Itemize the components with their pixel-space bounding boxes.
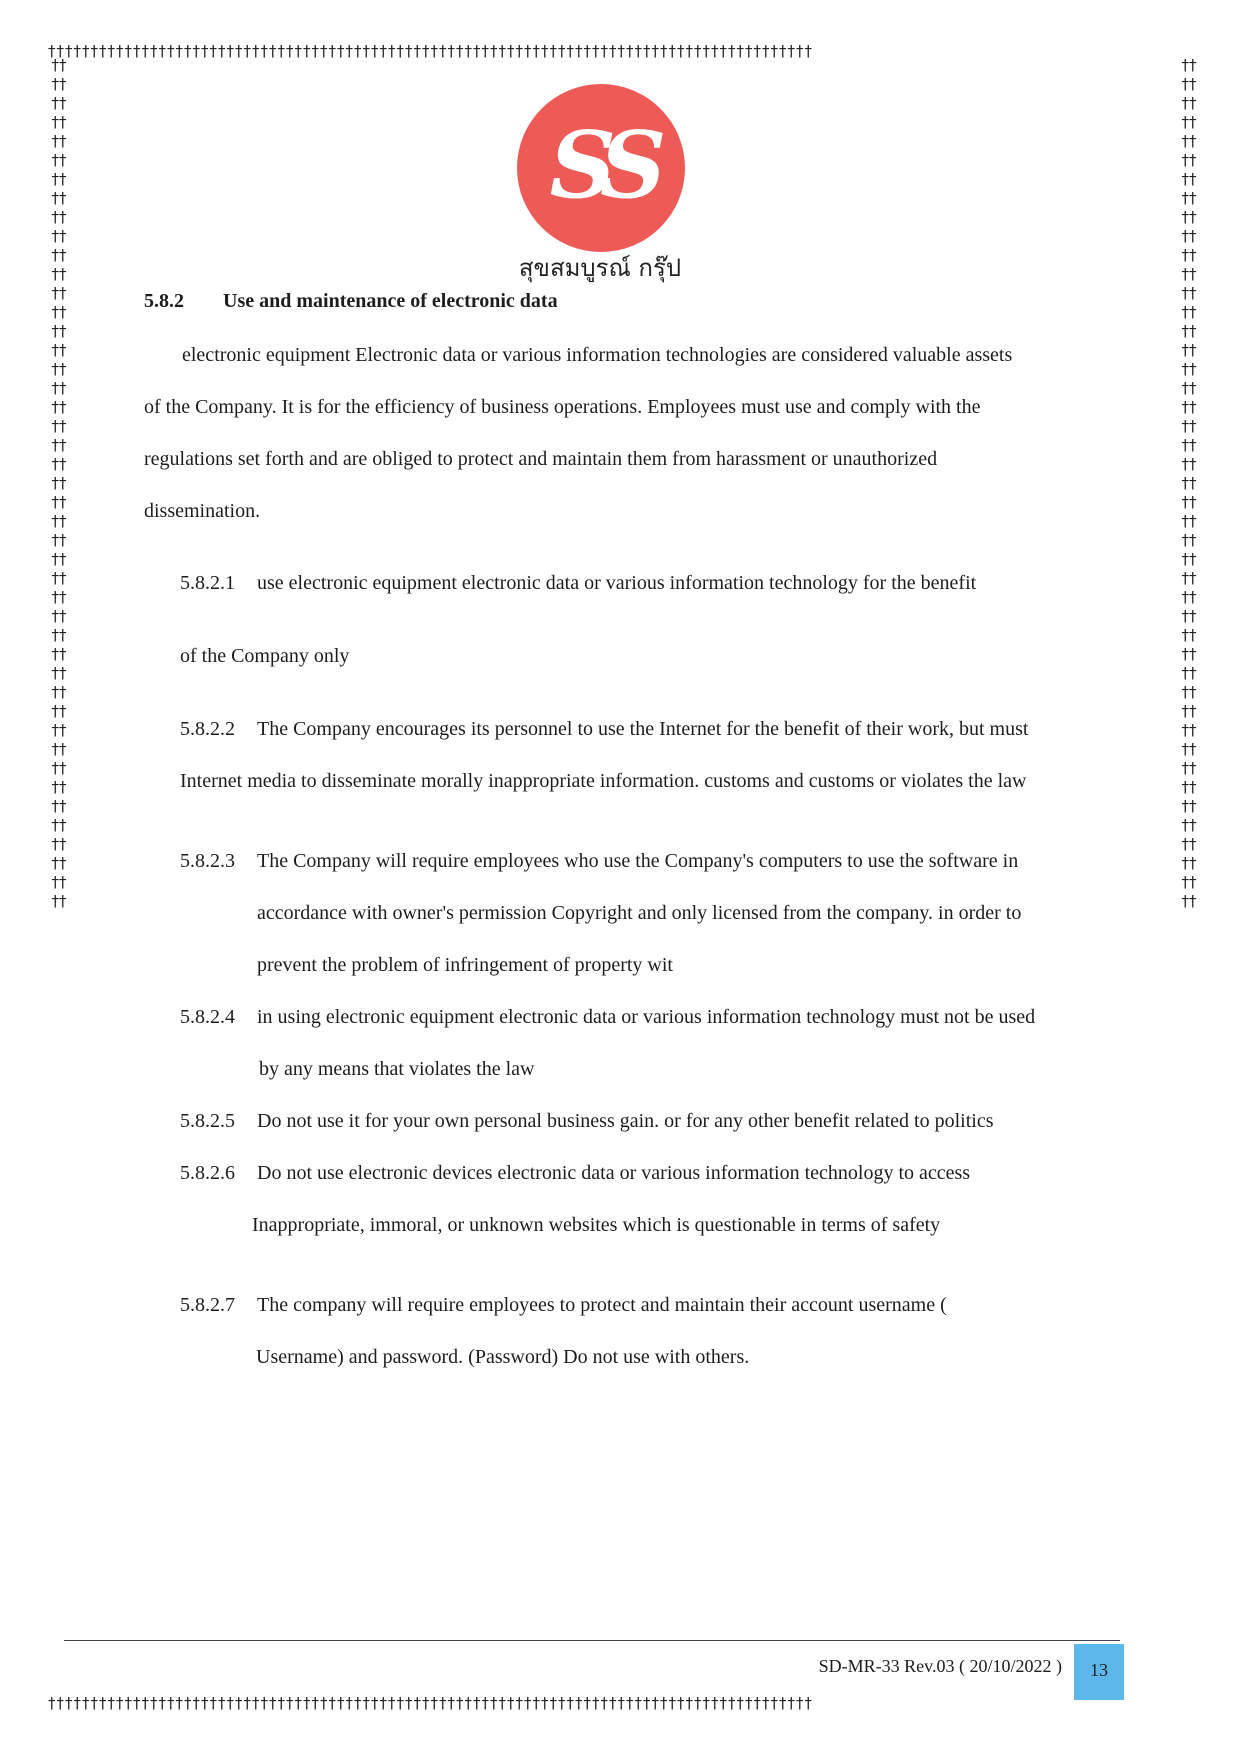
clause-text: in using electronic equipment electronic data or various information technology must not be used: [257, 1006, 1036, 1028]
logo-mark: SS: [549, 111, 653, 219]
clause-continuation: of the Company only: [180, 645, 350, 667]
intro-line: of the Company. It is for the efficiency of business operations. Employees must use and comply with the: [144, 396, 981, 418]
clause-number: 5.8.2.6: [180, 1162, 235, 1184]
page-number: 13: [1074, 1644, 1124, 1700]
document-code: SD-MR-33 Rev.03 ( 20/10/2022 ): [818, 1656, 1062, 1676]
clause-5-8-2-2: [180, 714, 1028, 796]
section-number: 5.8.2: [144, 290, 184, 312]
decorative-border-bottom: ††††††††††††††††††††††††††††††††††††††††††††††††††††††††††††††††††††††††††††††††††††††††††: [48, 1694, 813, 1712]
clause-number: 5.8.2.7: [180, 1294, 235, 1316]
clause-continuation: Internet media to disseminate morally inappropriate information. customs and customs or violates the law: [180, 770, 1027, 792]
clause-5-8-2-6: [180, 1158, 970, 1240]
clause-number: 5.8.2.2: [180, 718, 235, 740]
clause-text: The Company will require employees who use the Company's computers to use the software in: [257, 850, 1019, 872]
clause-text: use electronic equipment electronic data or various information technology for the benefit: [257, 572, 977, 594]
clause-5-8-2-1: [180, 568, 976, 671]
clause-number: 5.8.2.4: [180, 1006, 235, 1028]
clause-text: Do not use electronic devices electronic data or various information technology to access: [257, 1162, 971, 1184]
clause-number: 5.8.2.1: [180, 572, 235, 594]
clause-5-8-2-3: [180, 846, 1021, 980]
logo-caption: สุขสมบูรณ์ กรุ๊ป: [518, 254, 682, 282]
section-heading: [144, 290, 558, 313]
clause-5-8-2-7: [180, 1290, 947, 1372]
decorative-border-top: ††††††††††††††††††††††††††††††††††††††††††††††††††††††††††††††††††††††††††††††††††††††††††: [48, 42, 813, 60]
clause-number: 5.8.2.5: [180, 1110, 235, 1132]
clause-5-8-2-4: [180, 1002, 1035, 1084]
clause-number: 5.8.2.3: [180, 850, 235, 872]
clause-continuation: prevent the problem of infringement of property wit: [257, 954, 673, 976]
footer-divider: [64, 1640, 1120, 1641]
intro-line: electronic equipment Electronic data or various information technologies are considered valuable assets: [182, 344, 1013, 366]
decorative-border-left: ††††††††††††††††††††††††††††††††††††††††††††††††††††††††††††††††††††††††††††††††††††††††††: [51, 56, 67, 910]
clause-text: Do not use it for your own personal business gain. or for any other benefit related to politics: [257, 1110, 994, 1132]
decorative-border-right: ††††††††††††††††††††††††††††††††††††††††††††††††††††††††††††††††††††††††††††††††††††††††††: [1181, 56, 1197, 910]
company-logo: [516, 83, 686, 253]
clause-continuation: Username) and password. (Password) Do not use with others.: [256, 1346, 750, 1368]
clause-continuation: accordance with owner's permission Copyright and only licensed from the company. in order to: [257, 902, 1022, 924]
intro-paragraph: [144, 340, 1124, 548]
clause-continuation: Inappropriate, immoral, or unknown websites which is questionable in terms of safety: [252, 1214, 941, 1236]
intro-line: dissemination.: [144, 500, 261, 522]
clause-text: The company will require employees to protect and maintain their account username (: [257, 1294, 947, 1316]
section-title: Use and maintenance of electronic data: [223, 290, 558, 312]
clause-5-8-2-5: [180, 1106, 994, 1136]
clause-continuation: by any means that violates the law: [259, 1058, 535, 1080]
intro-line: regulations set forth and are obliged to protect and maintain them from harassment or unauthorized: [144, 448, 938, 470]
clause-text: The Company encourages its personnel to use the Internet for the benefit of their work, but must: [257, 718, 1029, 740]
